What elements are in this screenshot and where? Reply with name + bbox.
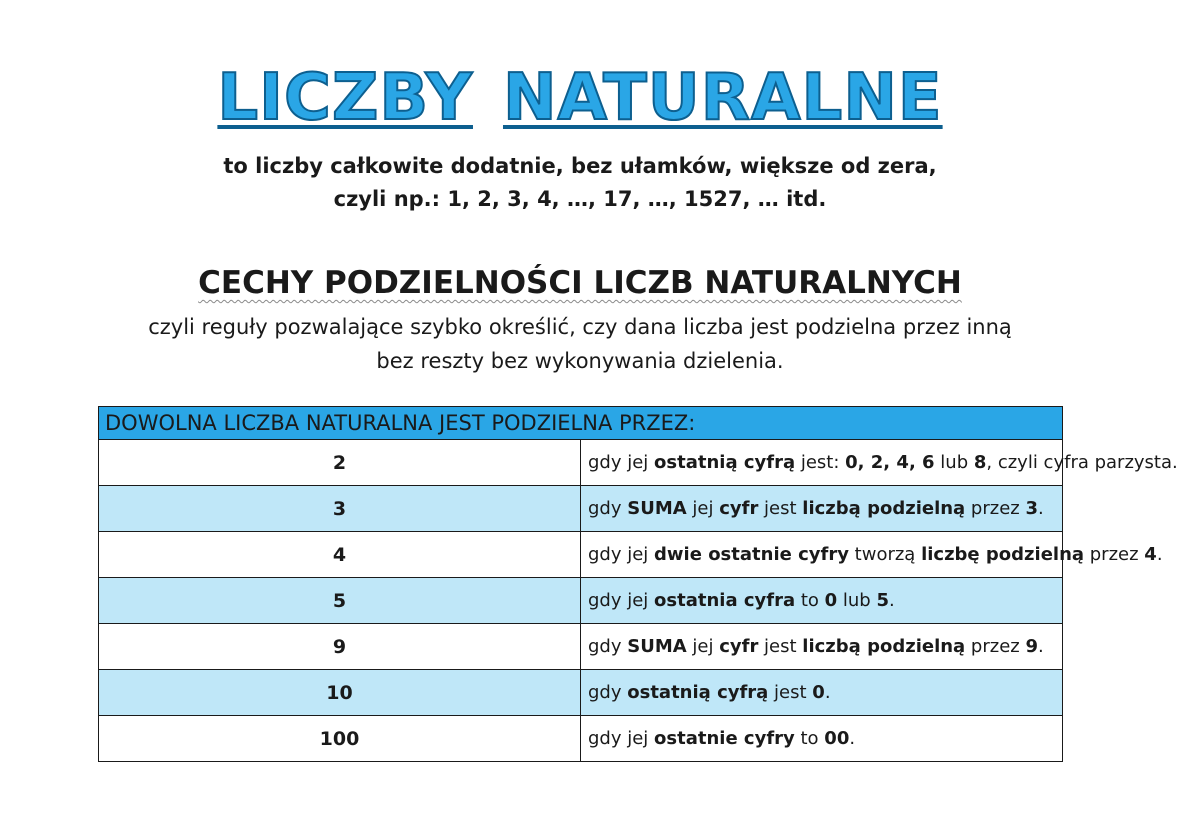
rule-text: to [795, 590, 825, 611]
rule-cell [581, 670, 1063, 716]
rule-text: jest [768, 682, 813, 703]
table-row [99, 532, 1063, 578]
rule-text: jej [686, 636, 720, 657]
rule-text-bold: liczbą podzielną [802, 636, 966, 657]
rule-cell [581, 440, 1178, 486]
divisor-cell: 3 [99, 486, 581, 532]
divisor-cell: 5 [99, 578, 581, 624]
table-header: DOWOLNA LICZBA NATURALNA JEST PODZIELNA PRZEZ: [99, 407, 1063, 440]
rule-text: . [1156, 544, 1163, 565]
rule-text: . [1037, 636, 1044, 657]
rule-text: gdy jej [588, 544, 655, 565]
rule-text: przez [1084, 544, 1145, 565]
table-row [99, 578, 1063, 624]
rule-text: jest: [795, 452, 846, 473]
title-word-1: LICZBY [217, 61, 473, 135]
rule-text-bold: SUMA [627, 498, 687, 519]
rule-text-bold: ostatnią cyfrą [654, 452, 796, 473]
table-row [99, 716, 1063, 762]
divisor-cell: 10 [99, 670, 581, 716]
rule-text: lub [837, 590, 877, 611]
subtitle-line-2: bez reszty bez wykonywania dzielenia. [376, 349, 784, 373]
page-title [0, 60, 1160, 136]
rule-text-bold: dwie ostatnie cyfry [654, 544, 849, 565]
rule-text: jest [758, 636, 803, 657]
rule-text-bold: 9 [1025, 636, 1038, 657]
rule-text: przez [965, 636, 1026, 657]
rule-text-bold: 0, 2, 4, 6 [845, 452, 935, 473]
divisor-cell: 100 [99, 716, 581, 762]
rule-text-bold: 00 [824, 728, 850, 749]
table-row [99, 670, 1063, 716]
section-heading: CECHY PODZIELNOŚCI LICZB NATURALNYCH [198, 265, 962, 301]
divisor-cell: 4 [99, 532, 581, 578]
rule-text: . [888, 590, 895, 611]
rule-text-bold: ostatnia cyfra [654, 590, 796, 611]
rule-text-bold: 0 [824, 590, 838, 611]
divisor-cell: 2 [99, 440, 581, 486]
section-subtitle [0, 310, 1160, 378]
rule-text-bold: SUMA [627, 636, 687, 657]
rule-text: gdy [588, 498, 628, 519]
rule-text: . [849, 728, 856, 749]
rule-text: jest [758, 498, 803, 519]
rule-text-bold: 3 [1025, 498, 1038, 519]
rule-text-bold: 5 [876, 590, 889, 611]
rule-text: jej [686, 498, 720, 519]
rule-text: gdy jej [588, 452, 655, 473]
rule-text: . [1037, 498, 1044, 519]
rule-text-bold: 8 [973, 452, 987, 473]
table-body [99, 440, 1178, 762]
divisor-cell: 9 [99, 624, 581, 670]
rule-text-bold: ostatnią cyfrą [627, 682, 769, 703]
rule-cell [581, 578, 1063, 624]
definition [0, 150, 1160, 216]
rule-text-bold: 0 [812, 682, 825, 703]
title-word-2: NATURALNE [502, 61, 943, 135]
rule-text: gdy jej [588, 590, 655, 611]
rule-text: gdy jej [588, 728, 655, 749]
table-row [99, 624, 1063, 670]
rule-text: , czyli cyfra parzysta. [986, 452, 1178, 473]
table-row [99, 440, 1063, 486]
rule-text-bold: liczbą podzielną [802, 498, 966, 519]
definition-line-1: to liczby całkowite dodatnie, bez ułamków, większe od zera, [223, 154, 937, 178]
table-row [99, 486, 1063, 532]
rule-text-bold: ostatnie cyfry [654, 728, 795, 749]
rule-cell [581, 532, 1163, 578]
rule-text-bold: liczbę podzielną [921, 544, 1085, 565]
rule-cell [581, 486, 1063, 532]
rule-cell [581, 624, 1063, 670]
rule-text: gdy [588, 682, 628, 703]
rule-cell [581, 716, 1063, 762]
rule-text-bold: 4 [1144, 544, 1157, 565]
rule-text: przez [965, 498, 1026, 519]
table-header-row [99, 407, 1063, 440]
rule-text: . [824, 682, 831, 703]
rule-text-bold: cyfr [719, 636, 759, 657]
rule-text: gdy [588, 636, 628, 657]
subtitle-line-1: czyli reguły pozwalające szybko określić, czy dana liczba jest podzielna przez inną [148, 315, 1012, 339]
definition-line-2: czyli np.: 1, 2, 3, 4, …, 17, …, 1527, … itd. [333, 187, 827, 211]
rule-text: to [794, 728, 825, 749]
rule-text: lub [934, 452, 974, 473]
rule-text-bold: cyfr [719, 498, 759, 519]
rule-text: tworzą [848, 544, 922, 565]
divisibility-rules-table [98, 406, 1178, 762]
